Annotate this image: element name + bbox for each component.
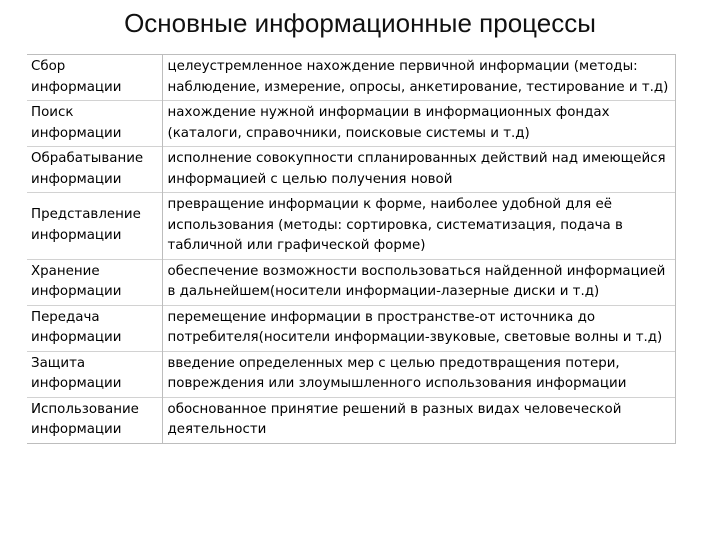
table-row xyxy=(27,101,675,147)
process-name-collection: Сбор информации xyxy=(27,55,162,101)
process-description-transfer: перемещение информации в пространстве-от источника до потребителя(носители информации-звуковые, световые волны и т.д) xyxy=(162,305,675,351)
process-name-storage: Хранение информации xyxy=(27,259,162,305)
table-row xyxy=(27,351,675,397)
table-row xyxy=(27,55,675,101)
processes-table xyxy=(27,54,676,444)
table-row xyxy=(27,259,675,305)
process-description-usage: обоснованное принятие решений в разных видах человеческой деятельности xyxy=(162,397,675,443)
process-name-protection: Защита информации xyxy=(27,351,162,397)
process-description-storage: обеспечение возможности воспользоваться найденной информацией в дальнейшем(носители информации-лазерные диски и т.д) xyxy=(162,259,675,305)
table-row xyxy=(27,147,675,193)
page-title: Основные информационные процессы xyxy=(124,8,596,38)
process-name-usage: Использование информации xyxy=(27,397,162,443)
process-name-processing: Обрабатывание информации xyxy=(27,147,162,193)
process-name-representation: Представление информации xyxy=(27,193,162,260)
process-description-processing: исполнение совокупности спланированных действий над имеющейся информацией с целью получения новой xyxy=(162,147,675,193)
process-name-transfer: Передача информации xyxy=(27,305,162,351)
process-description-protection: введение определенных мер с целью предотвращения потери, повреждения или злоумышленного использования информации xyxy=(162,351,675,397)
table-row xyxy=(27,305,675,351)
process-name-search: Поиск информации xyxy=(27,101,162,147)
process-description-representation: превращение информации к форме, наиболее удобной для её использования (методы: сортировка, систематизация, подача в табличной или графической форме) xyxy=(162,193,675,260)
table-row xyxy=(27,193,675,260)
process-description-search: нахождение нужной информации в информационных фондах (каталоги, справочники, поисковые системы и т.д) xyxy=(162,101,675,147)
table-row xyxy=(27,397,675,443)
process-description-collection: целеустремленное нахождение первичной информации (методы: наблюдение, измерение, опросы, анкетирование, тестирование и т.д) xyxy=(162,55,675,101)
